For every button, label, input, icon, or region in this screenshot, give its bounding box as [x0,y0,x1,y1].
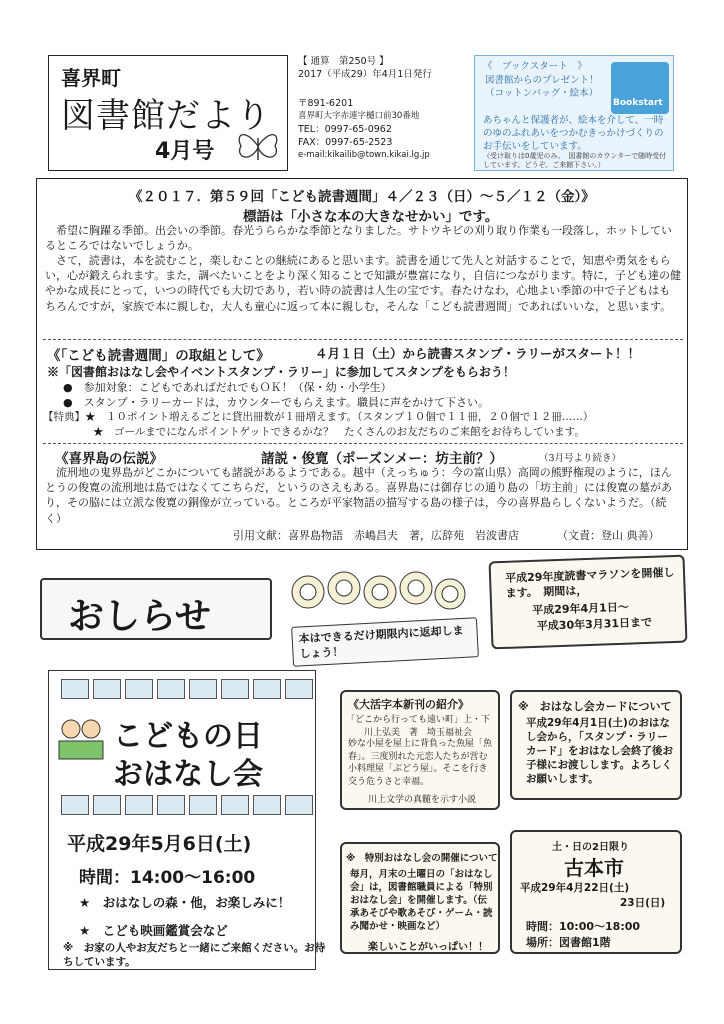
event-item-movie: ★ こども映画鑑賞会など [79,923,228,938]
new-book-author: 川上弘美 著 埼玉福祉会 [364,728,473,738]
legend-continued: （3月号より続き） [539,453,622,464]
new-book-tagline: 川上文学の真髄を示す小説 [368,795,477,805]
return-reminder-banner [291,617,479,667]
event-date: 平成29年5月6日(土) [67,833,252,855]
bookstart-note: （受け取りは0歳児のみ。 図書館のカウンターで随時受付しています。どうぞ、ご来館下さい。） [483,152,667,169]
notices-banner [40,578,272,640]
books-strip-top [61,679,313,701]
bookstart-line1: 図書館からのプレゼント！ [485,75,599,86]
bookstart-heading: 《 ブックスタート 》 [483,61,587,72]
town-name: 喜界町 [61,66,121,90]
sale-subtitle: 土・日の2日限り [552,842,629,853]
event-title-line2: おはなし会 [113,757,263,792]
legend-paragraph: 流刑地の鬼界島がどこかについても諸説があるようである。越中（えっちゅう：今の富山県）高岡の熊野権現のように，ほんとうの俊寛の流刑地は島ではなくてこちらだ，というのさえもある。喜界島には御存じの通り島の「坊主前」には俊寛の墓があり，その脇には立派な俊寛の銅像が立っている。ところが平家物語の描写する島の様子は，今の喜界島らしくないようだ。（続く） [45,466,672,525]
issue-month: 4月号 [155,139,215,164]
childrens-day-event [48,670,326,970]
author-credit: （文責：登山 典善） [557,529,660,542]
reading-paragraph: さて，読書は，本を読むこと，楽しむことの継続にあると思います。読書を通じて先人と対話することで，知恵や勇気をもらい，心が鍛えられます。また，調べたいことをより深く知ることで知識が豊富になり，自信につながります。特に，子ども達の健やかな成長にとって，いつの時代でも大切であり，若い時の読書は人生の宝です。春たけなわ，心地よい季節の中で子どもはもちろんですが，家族で本に親しむ，大人も童心に返って本に親しむ，そんな「こども読書週間」であればいいな，と思います。 [45,254,682,313]
issue-date: 2017（平成29）年4月1日発行 [298,69,432,80]
address: 喜界町大字赤連字樋口前30番地 [298,111,420,121]
special-session-title: ※ 特別おはなし会の開催について [346,853,498,864]
issue-number: 【 通算 第250号 】 [298,56,389,67]
masthead [48,55,288,171]
bookstart-logo-text: Bookstart [613,98,663,108]
email-link[interactable]: e-mail:kikailib@town.kikai.lg.jp [298,150,430,160]
event-time: 時間：14:00～16:00 [79,868,256,888]
notices-title: おしらせ [68,596,211,637]
divider [43,443,683,444]
bullet-goal: ★ ゴールまでになんポイントゲットできるかな？ たくさんのお友だちのご来館をお待ちしています。 [93,426,585,438]
stamp-rally-start: ４月１日（土）から読書スタンプ・ラリーがスタート！！ [315,346,641,361]
legend-heading: 諸説・俊寛（ポーズンメー：坊主前？） [261,451,503,467]
slogan: 標語は「小さな本の大きなせかい」です。 [243,209,499,225]
newsletter-title: 図書館だより [61,96,271,136]
marathon-start: 平成29年4月1日～ [532,600,630,617]
reading-marathon-notice [489,555,688,650]
bullet-card: ● スタンプ・ラリーカードは，カウンターでもらえます。職員に声をかけて下さい。 [63,396,490,409]
kids-reading-icon [55,715,107,763]
issue-info [298,55,466,171]
books-strip-bottom [61,795,313,817]
intro-paragraph: 希望に胸躍る季節。出会いの季節。春光うららかな季節となりました。サトウキビの刈り取り作業も一段落し，ホットしているところではないでしょうか。 [45,224,672,253]
sale-time: 時間：10:00～18:00 [526,920,641,933]
marathon-end: 平成30年3月31日まで [536,615,653,633]
bookstart-panel [474,55,674,171]
event-title-line1: こどもの日 [113,719,263,754]
new-large-print-books [340,690,500,810]
used-book-sale-notice [510,830,682,954]
new-book-description: 妙な小屋を屋上に背負った魚屋「魚春」。三度別れた元恋人たちが営む小料理屋「ぶどう屋」。そこを行き交う危うさと幸福。 [348,739,493,787]
flower-characters-illustration [278,568,478,626]
return-reminder-text: 本はできるだけ期限内に返却しましょう！ [298,623,464,661]
citation: 引用文献：喜界島物語 赤嶋昌夫 著，広辞苑 岩波書店 [233,529,519,542]
bookstart-line2: （コットンバッグ・絵本） [485,88,599,99]
fax: FAX：0997-65-2523 [298,137,393,148]
section-title-legend: 《喜界島の伝説》 [55,451,163,467]
bookstart-logo [611,62,669,114]
event-item-story-forest: ★ おはなしの森・他，お楽しみに！ [79,895,291,910]
divider [43,339,683,340]
bullet-eligibility: ● 参加対象：こどもであればだれでもＯＫ！（保・幼・小学生） [63,381,392,394]
special-session-footer: 楽しいことがいっぱい！！ [368,942,488,953]
section-title-initiatives: 《「こども読書週間」の取組として》 [47,348,270,364]
bullet-benefit: 【特典】★ １０ポイント増えるごとに貸出冊数が１冊増えます。（スタンプ１０個で１１冊，２０個で１２冊……） [43,411,594,423]
sale-place: 場所：図書館1階 [526,936,611,949]
main-article [36,178,688,550]
story-card-body: 平成29年4月1日(土)のおはなし会から，「スタンプ・ラリーカード」をおはなし会終了後お子様にお渡しします。よろしくお願いします。 [526,717,673,785]
sale-date-day1: 平成29年4月22日(土) [520,882,630,894]
special-session-body: 毎月，月末の土曜日の「おはなし会」は，図書館職員による「特別おはなし会」を開催します。（伝承あそびや歌あそび・ゲーム・読み聞かせ・映画など） [350,869,493,932]
sale-title: 古本市 [564,856,624,880]
reading-week-headline: 《２０１７．第５９回「こども読書週間」４／２３（日）～５／１２（金）》 [129,189,595,205]
story-card-title: ※ おはなし会カードについて [518,700,672,713]
new-book-name: 「どこから行っても遠い町」上・下 [346,715,491,725]
postal-code: 〒891-6201 [298,98,354,109]
story-card-notice [510,690,682,800]
bookstart-body: あちゃんと保護者が、絵本を介して、一時のゆのふれあいをつかむきっかけづくりのお手伝いをしています。 [483,115,664,152]
sale-date-day2: 23日(日) [620,897,666,909]
marathon-intro: 平成29年度読書マラソンを開催します。 期間は， [504,565,675,600]
event-note: ※ お家の人やお友だちと一緒にご来館ください。お待ちしています。 [63,942,326,968]
stamp-rally-subtitle: ※「図書館おはなし会やイベントスタンプ・ラリー」に参加してスタンプをもらおう！ [47,365,515,379]
butterfly-icon [235,126,281,166]
new-books-title: 《大活字本新刊の紹介》 [348,698,469,711]
telephone: TEL：0997-65-0962 [298,124,392,135]
special-story-session-notice [340,842,500,954]
